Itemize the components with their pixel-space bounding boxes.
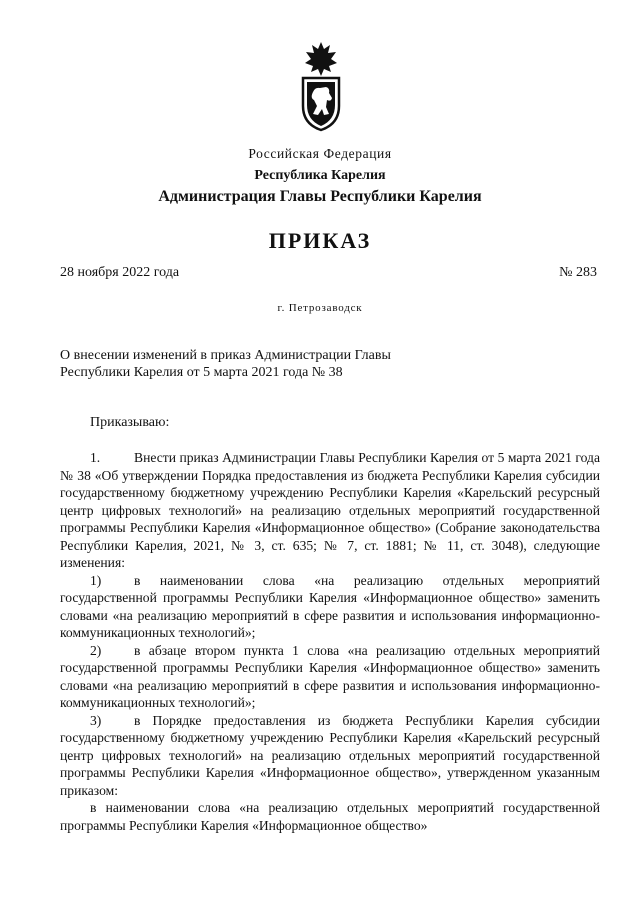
karelia-coat-of-arms-icon xyxy=(299,40,343,132)
item-text: в Порядке предоставления из бюджета Республики Карелия субсидии государственному бюджетному учреждению Республики Карелия «Карельский ресурсный центр цифровых технологий» на реализацию отдельных мероприятий государственной программы Республики Карелия «Информационное общество», утвержденном указанным приказом: xyxy=(60,712,600,798)
federation-line: Российская Федерация xyxy=(248,146,392,161)
republic-line: Республика Карелия xyxy=(254,168,386,183)
subject-line-1: О внесении изменений в приказ Администрации Главы xyxy=(60,348,391,363)
item-number: 1. xyxy=(90,450,101,465)
document-date: 28 ноября 2022 года xyxy=(60,265,180,280)
paragraph-item-1-2 xyxy=(60,642,600,712)
item-number: 3) xyxy=(90,712,102,728)
item-text: Внести приказ Администрации Главы Республики Карелия от 5 марта 2021 года № 38 «Об утверждении Порядка предоставления из бюджета Республики Карелия субсидии государственному бюджетному учреждению Республики Карелия «Карельский ресурсный центр цифровых технологий» на реализацию отдельных мероприятий государственной программы Республики Карелия «Информационное общество» (Собрание законодательства Республики Карелия, 2021, № 3, ст. 635; № 7, ст. 1881; № 11, ст. 3048), следующие изменения: xyxy=(60,450,600,570)
item-number: 2) xyxy=(90,642,102,658)
document-city: г. Петрозаводск xyxy=(277,302,363,314)
paragraph-item-1 xyxy=(60,449,600,572)
order-word: Приказываю: xyxy=(90,415,170,430)
document-body xyxy=(60,449,600,834)
paragraph-final: в наименовании слова «на реализацию отдельных мероприятий государственной программы Республики Карелия «Информационное общество» xyxy=(60,800,600,833)
document-subject xyxy=(60,347,480,381)
paragraph-item-1-1 xyxy=(60,572,600,642)
item-number: 1) xyxy=(90,572,102,588)
document-title: ПРИКАЗ xyxy=(268,228,372,253)
document-number: № 283 xyxy=(559,265,597,280)
item-text: в абзаце втором пункта 1 слова «на реализацию отдельных мероприятий государственной программы Республики Карелия «Информационное общество» заменить словами «на реализацию мероприятий в сфере развития и использования информационно-коммуникационных технологий»; xyxy=(60,642,600,710)
paragraph-item-1-3 xyxy=(60,712,600,800)
item-text: в наименовании слова «на реализацию отдельных мероприятий государственной программы Республики Карелия «Информационное общество» заменить словами «на реализацию мероприятий в сфере развития и использования информационно-коммуникационных технологий»; xyxy=(60,572,600,640)
subject-line-2: Республики Карелия от 5 марта 2021 года № 38 xyxy=(60,365,343,380)
administration-line: Администрация Главы Республики Карелия xyxy=(158,188,482,205)
